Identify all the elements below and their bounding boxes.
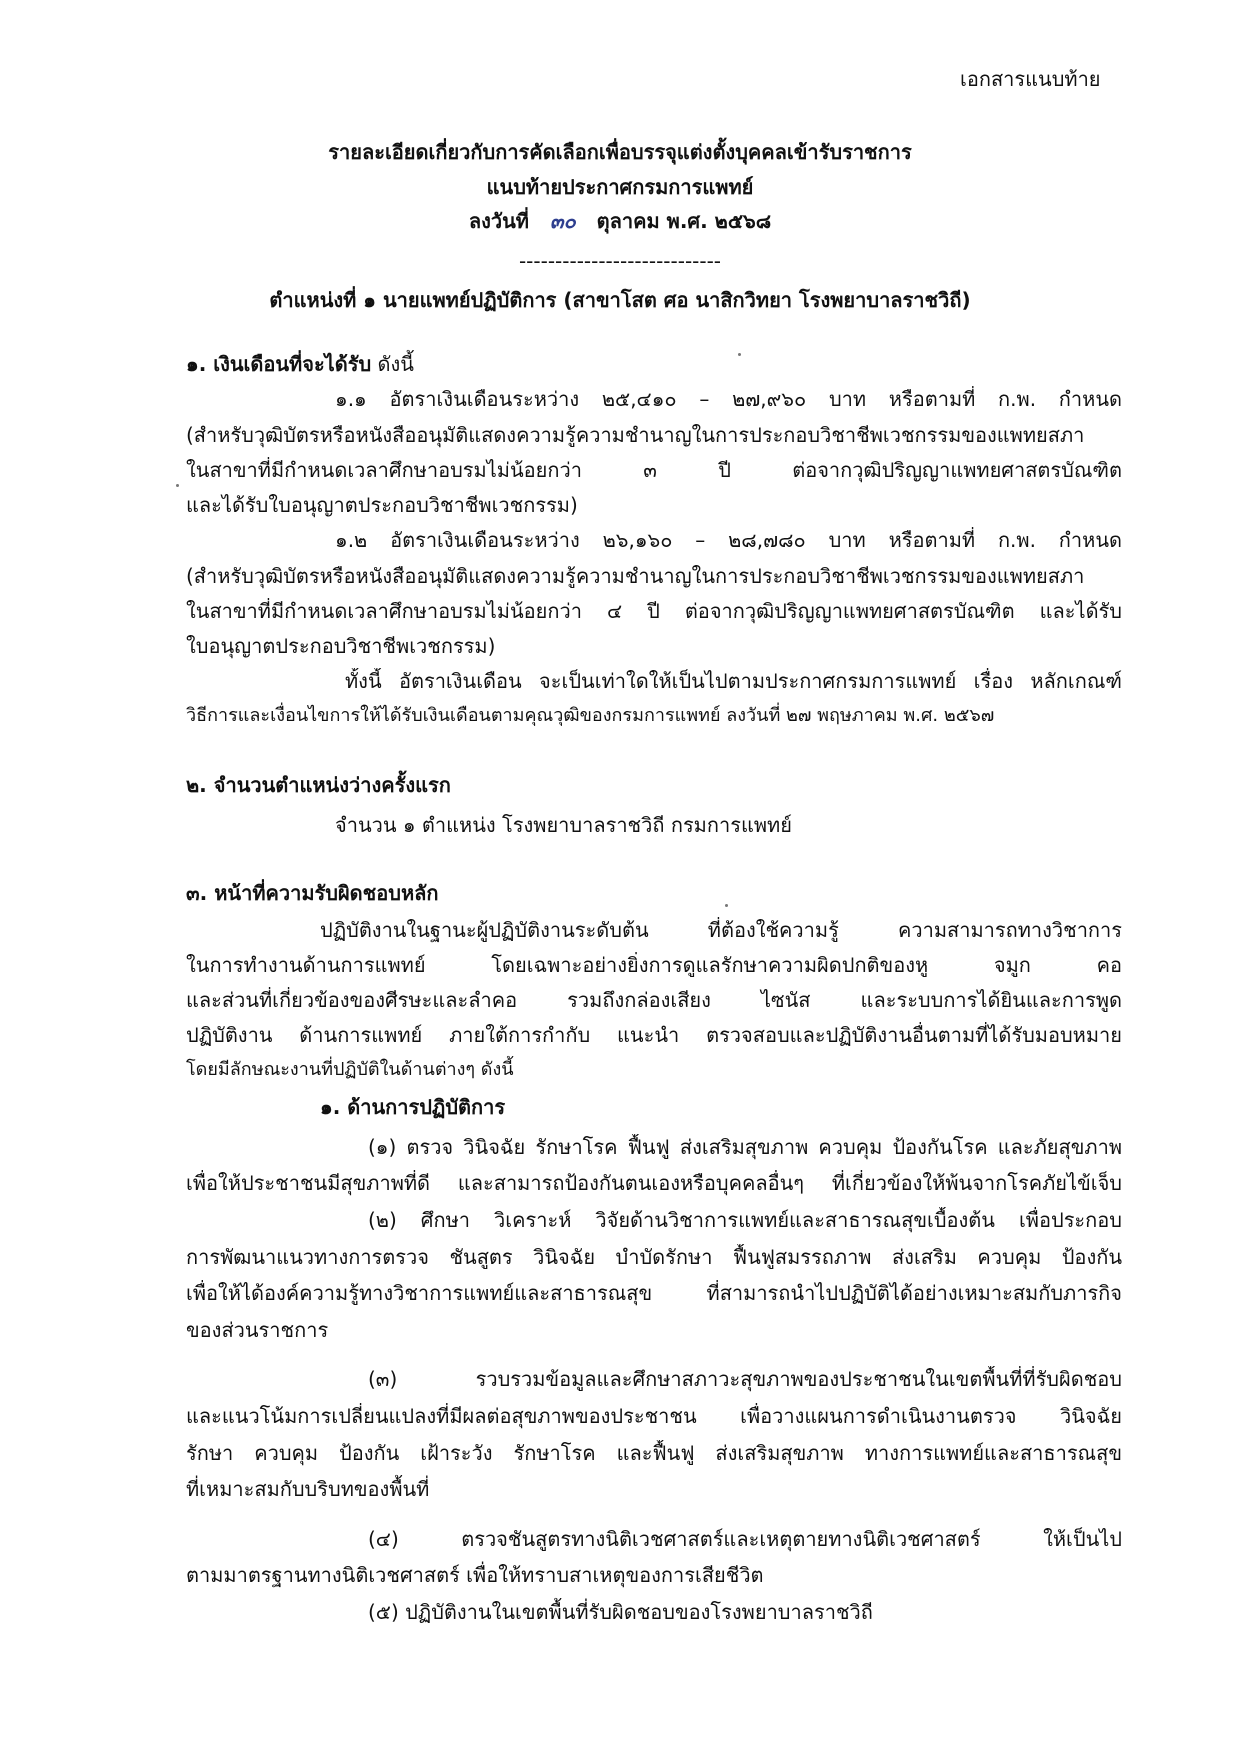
section3-heading: ๓. หน้าที่ความรับผิดชอบหลัก xyxy=(186,881,439,905)
section1-line-10: วิธีการและเงื่อนไขการให้ได้รับเงินเดือนตามคุณวุฒิของกรมการแพทย์ ลงวันที่ ๒๗ พฤษภาคม พ.ศ. ๒๕๖๗ xyxy=(186,705,995,726)
section3-intro-3: และส่วนที่เกี่ยวข้องของศีรษะและลำคอ รวมถึงกล่องเสียง ไซนัส และระบบการได้ยินและการพูด xyxy=(186,988,1122,1012)
section1-line-1: ๑.๑ อัตราเงินเดือนระหว่าง ๒๕,๔๑๐ – ๒๗,๙๖๐ บาท หรือตามที่ ก.พ. กำหนด xyxy=(335,387,1122,411)
duty-item-3c: รักษา ควบคุม ป้องกัน เฝ้าระวัง รักษาโรค และฟื้นฟู ส่งเสริมสุขภาพ ทางการแพทย์และสาธารณสุข xyxy=(186,1441,1122,1465)
section1-line-9: ทั้งนี้ อัตราเงินเดือน จะเป็นเท่าใดให้เป็นไปตามประกาศกรมการแพทย์ เรื่อง หลักเกณฑ์ xyxy=(345,669,1122,693)
date-day-handwritten: ๓๐ xyxy=(549,209,576,233)
duty-item-2d: ของส่วนราชการ xyxy=(186,1318,329,1342)
duty-item-2b: การพัฒนาแนวทางการตรวจ ชันสูตร วินิจฉัย บำบัดรักษา ฟื้นฟูสมรรถภาพ ส่งเสริม ควบคุม ป้องกัน xyxy=(186,1245,1122,1269)
section1-line-3: ในสาขาที่มีกำหนดเวลาศึกษาอบรมไม่น้อยกว่า ๓ ปี ต่อจากวุฒิปริญญาแพทยศาสตรบัณฑิต xyxy=(186,458,1122,482)
section3-intro-4: ปฏิบัติงาน ด้านการแพทย์ ภายใต้การกำกับ แนะนำ ตรวจสอบและปฏิบัติงานอื่นตามที่ได้รับมอบหมาย xyxy=(186,1023,1122,1047)
section3-intro-2: ในการทำงานด้านการแพทย์ โดยเฉพาะอย่างยิ่งการดูแลรักษาความผิดปกติของหู จมูก คอ xyxy=(186,953,1122,977)
date-prefix: ลงวันที่ xyxy=(468,209,529,233)
duty-item-2a: (๒) ศึกษา วิเคราะห์ วิจัยด้านวิชาการแพทย์และสาธารณสุขเบื้องต้น เพื่อประกอบ xyxy=(368,1208,1122,1232)
section3-subheading: ๑. ด้านการปฏิบัติการ xyxy=(320,1095,506,1119)
duty-item-1a: (๑) ตรวจ วินิจฉัย รักษาโรค ฟื้นฟู ส่งเสริมสุขภาพ ควบคุม ป้องกันโรค และภัยสุขภาพ xyxy=(368,1135,1122,1159)
title-line-2: แนบท้ายประกาศกรมการแพทย์ xyxy=(486,175,754,199)
scan-speck xyxy=(738,353,741,356)
section1-line-5: ๑.๒ อัตราเงินเดือนระหว่าง ๒๖,๑๖๐ – ๒๘,๗๘๐ บาท หรือตามที่ ก.พ. กำหนด xyxy=(335,528,1122,552)
section3-intro-1: ปฏิบัติงานในฐานะผู้ปฏิบัติงานระดับต้น ที่ต้องใช้ความรู้ ความสามารถทางวิชาการ xyxy=(320,918,1122,942)
section2-heading: ๒. จำนวนตำแหน่งว่างครั้งแรก xyxy=(186,773,451,797)
duty-item-5: (๕) ปฏิบัติงานในเขตพื้นที่รับผิดชอบของโรงพยาบาลราชวิถี xyxy=(368,1600,873,1624)
section1-line-6: (สำหรับวุฒิบัตรหรือหนังสืออนุมัติแสดงความรู้ความชำนาญในการประกอบวิชาชีพเวชกรรมของแพทยสภา xyxy=(186,564,1085,588)
date-suffix: ตุลาคม พ.ศ. ๒๕๖๘ xyxy=(596,209,772,233)
section1-line-2: (สำหรับวุฒิบัตรหรือหนังสืออนุมัติแสดงความรู้ความชำนาญในการประกอบวิชาชีพเวชกรรมของแพทยสภา xyxy=(186,423,1085,447)
section1-heading-text: ๑. เงินเดือนที่จะได้รับ xyxy=(186,352,372,376)
scan-speck xyxy=(725,904,728,907)
title-date-line xyxy=(0,208,1240,234)
duty-item-3a: (๓) รวบรวมข้อมูลและศึกษาสภาวะสุขภาพของประชาชนในเขตพื้นที่ที่รับผิดชอบ xyxy=(368,1367,1122,1391)
section2-line: จำนวน ๑ ตำแหน่ง โรงพยาบาลราชวิถี กรมการแพทย์ xyxy=(335,813,792,837)
scan-speck xyxy=(176,484,179,487)
section1-heading xyxy=(186,351,414,377)
duty-item-3d: ที่เหมาะสมกับบริบทของพื้นที่ xyxy=(186,1477,430,1501)
duty-item-3b: และแนวโน้มการเปลี่ยนแปลงที่มีผลต่อสุขภาพของประชาชน เพื่อวางแผนการดำเนินงานตรวจ วินิจฉัย xyxy=(186,1404,1122,1428)
position-title: ตำแหน่งที่ ๑ นายแพทย์ปฏิบัติการ (สาขาโสต ศอ นาสิกวิทยา โรงพยาบาลราชวิถี) xyxy=(269,288,971,312)
section1-heading-suffix: ดังนี้ xyxy=(371,352,414,376)
section1-line-8: ใบอนุญาตประกอบวิชาชีพเวชกรรม) xyxy=(186,634,496,658)
duty-item-2c: เพื่อให้ได้องค์ความรู้ทางวิชาการแพทย์และสาธารณสุข ที่สามารถนำไปปฏิบัติได้อย่างเหมาะสมกับภารกิจ xyxy=(186,1281,1122,1305)
title-line-1: รายละเอียดเกี่ยวกับการคัดเลือกเพื่อบรรจุแต่งตั้งบุคคลเข้ารับราชการ xyxy=(328,140,912,164)
title-divider: ---------------------------- xyxy=(518,249,722,273)
attachment-label: เอกสารแนบท้าย xyxy=(960,67,1101,91)
section3-intro-5: โดยมีลักษณะงานที่ปฏิบัติในด้านต่างๆ ดังนี้ xyxy=(186,1059,514,1080)
section1-line-7: ในสาขาที่มีกำหนดเวลาศึกษาอบรมไม่น้อยกว่า ๔ ปี ต่อจากวุฒิปริญญาแพทยศาสตรบัณฑิต และได้รับ xyxy=(186,599,1122,623)
section1-line-4: และได้รับใบอนุญาตประกอบวิชาชีพเวชกรรม) xyxy=(186,493,578,517)
duty-item-4a: (๔) ตรวจชันสูตรทางนิติเวชศาสตร์และเหตุตายทางนิติเวชศาสตร์ ให้เป็นไป xyxy=(368,1527,1122,1551)
duty-item-4b: ตามมาตรฐานทางนิติเวชศาสตร์ เพื่อให้ทราบสาเหตุของการเสียชีวิต xyxy=(186,1563,764,1587)
duty-item-1b: เพื่อให้ประชาชนมีสุขภาพที่ดี และสามารถป้องกันตนเองหรือบุคคลอื่นๆ ที่เกี่ยวข้องให้พ้นจากโรคภัยไข้เจ็บ xyxy=(186,1171,1122,1195)
